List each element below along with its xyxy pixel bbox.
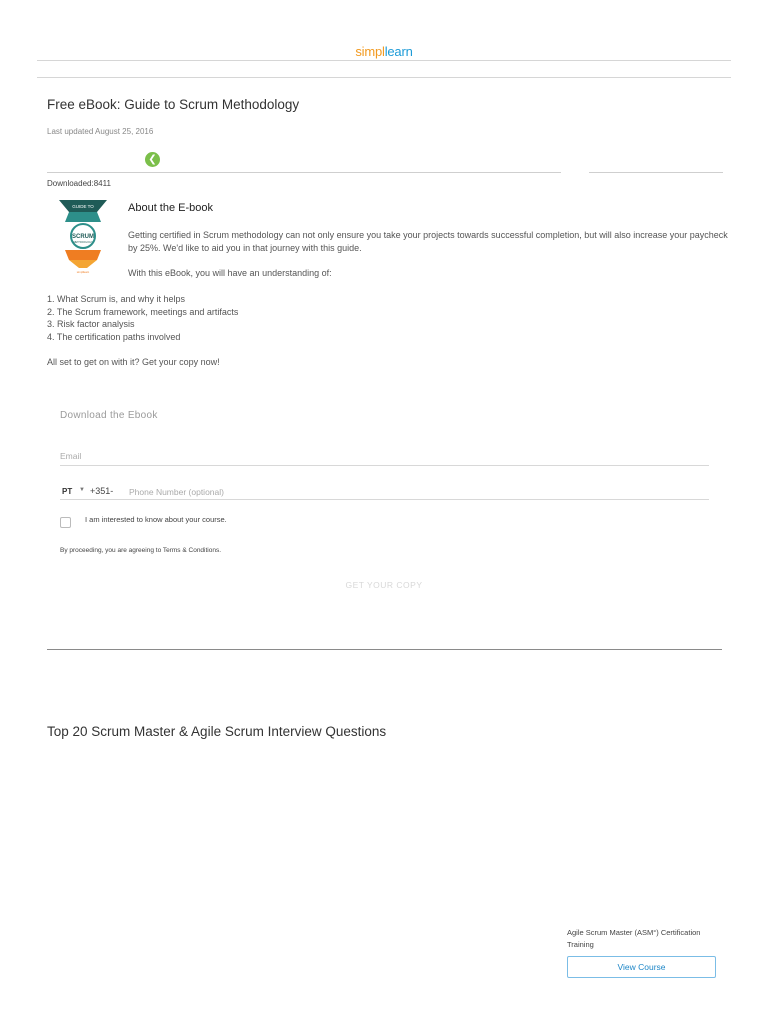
share-divider-right bbox=[589, 172, 723, 173]
dial-code: +351- bbox=[90, 486, 114, 496]
logo-part-simpl: simpl bbox=[355, 44, 385, 59]
chevron-down-icon[interactable]: ▼ bbox=[79, 487, 85, 493]
learning-list bbox=[47, 293, 238, 344]
about-paragraph: Getting certified in Scrum methodology can not only ensure you take your projects towards successful completion, but will also increase your paycheck by 25%. We'd like to aid you in that journey with this guide. bbox=[128, 230, 728, 253]
cover-top-text: GUIDE TO bbox=[72, 204, 94, 209]
checkbox-label: I am interested to know about your course. bbox=[85, 515, 227, 524]
form-heading: Download the Ebook bbox=[60, 410, 158, 421]
about-intro-line: With this eBook, you will have an understanding of: bbox=[128, 268, 332, 278]
list-item: 4. The certification paths involved bbox=[47, 332, 181, 343]
country-select[interactable]: PT bbox=[62, 487, 73, 496]
form-bottom-divider bbox=[47, 649, 722, 650]
call-to-action-text: All set to get on with it? Get your copy now! bbox=[47, 357, 220, 367]
course-name: Agile Scrum Master (ASM°) Certification Training bbox=[567, 928, 701, 949]
share-divider-left bbox=[47, 172, 561, 173]
list-item: 1. What Scrum is, and why it helps bbox=[47, 294, 186, 304]
download-count: Downloaded:8411 bbox=[47, 179, 111, 188]
about-heading: About the E-book bbox=[128, 202, 214, 214]
view-course-button[interactable]: View Course bbox=[567, 956, 716, 978]
header-divider-bottom bbox=[37, 77, 731, 78]
cover-brand: simplilearn bbox=[76, 271, 90, 274]
phone-field[interactable]: Phone Number (optional) bbox=[129, 487, 224, 497]
cover-main-text: SCRUM bbox=[72, 234, 94, 240]
ebook-cover-image bbox=[57, 198, 109, 274]
header-divider-top bbox=[37, 60, 731, 61]
course-interest-checkbox[interactable] bbox=[60, 517, 71, 528]
email-field[interactable]: Email bbox=[60, 451, 82, 461]
get-your-copy-button[interactable]: GET YOUR COPY bbox=[345, 580, 423, 590]
phone-underline bbox=[60, 499, 709, 500]
related-article-title[interactable]: Top 20 Scrum Master & Agile Scrum Interview Questions bbox=[47, 724, 387, 739]
list-item: 2. The Scrum framework, meetings and artifacts bbox=[47, 306, 239, 317]
list-item: 3. Risk factor analysis bbox=[47, 319, 135, 330]
last-updated: Last updated August 25, 2016 bbox=[47, 127, 154, 136]
simplilearn-logo[interactable] bbox=[0, 44, 768, 59]
email-underline bbox=[60, 465, 709, 466]
logo-part-learn: learn bbox=[384, 44, 413, 59]
cover-sub-text: METHODOLOGY bbox=[73, 241, 93, 244]
terms-text[interactable]: By proceeding, you are agreeing to Terms & Conditions. bbox=[60, 547, 222, 554]
share-icon[interactable]: ❮ bbox=[145, 152, 160, 167]
page-title: Free eBook: Guide to Scrum Methodology bbox=[47, 97, 300, 112]
